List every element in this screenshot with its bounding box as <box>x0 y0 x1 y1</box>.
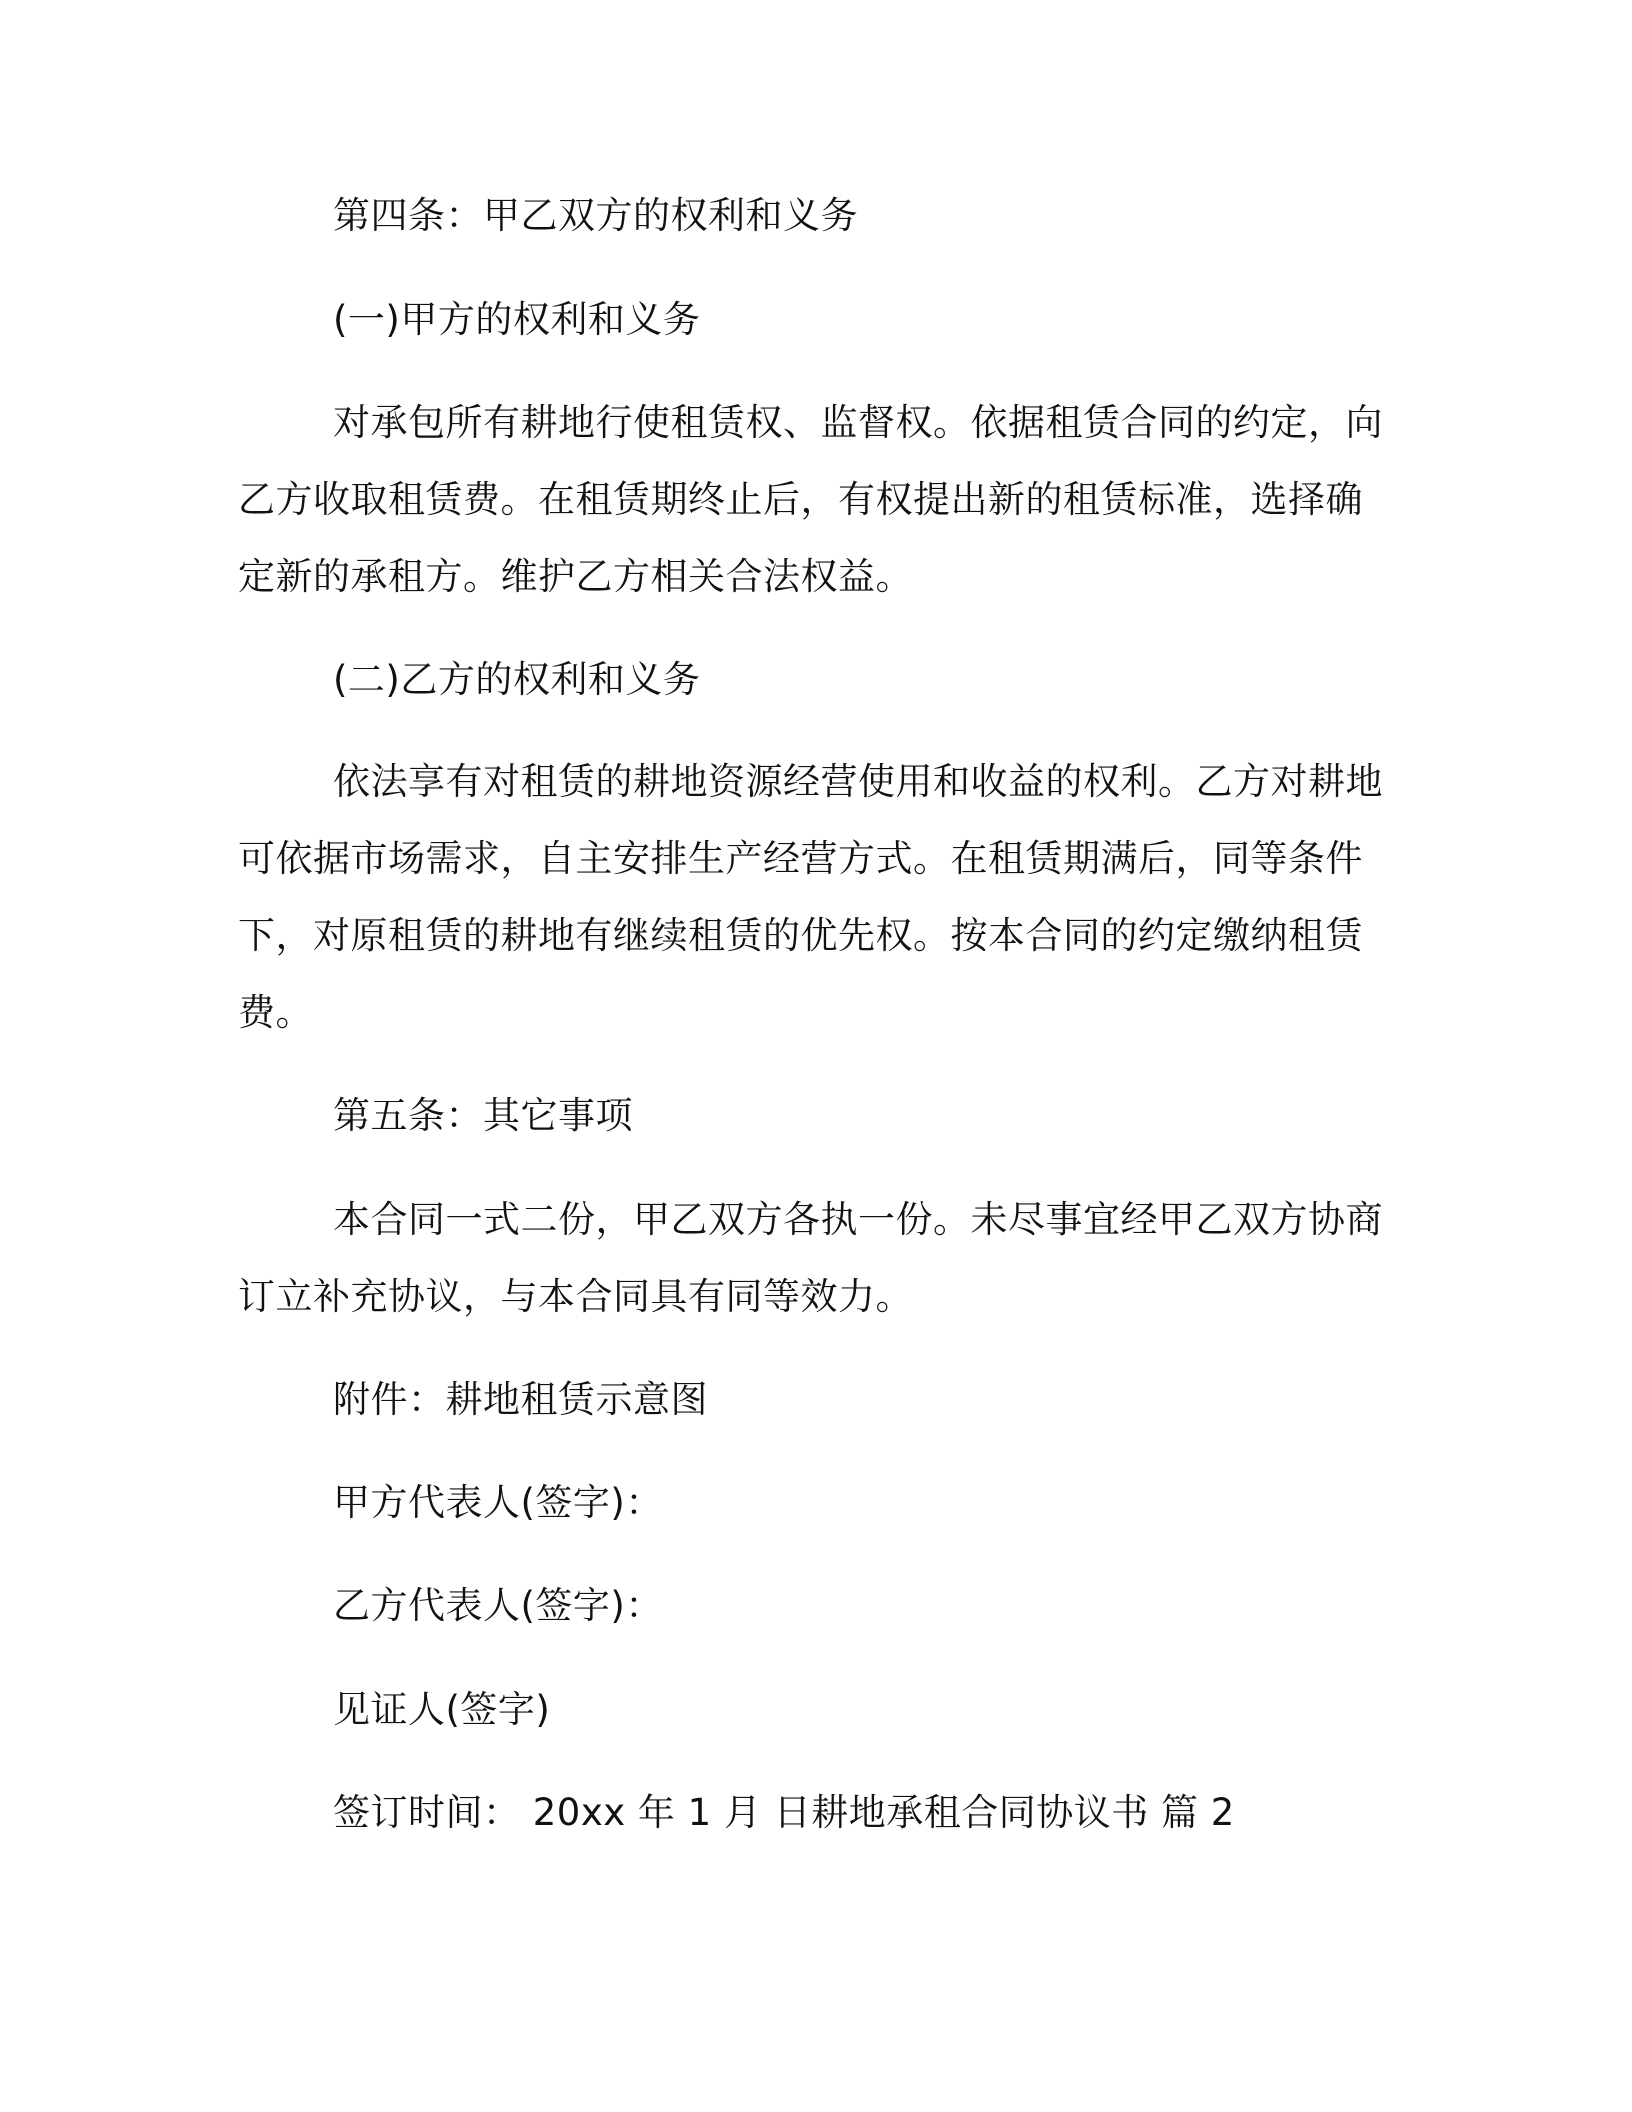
party-b-text-line: 下，对原租赁的耕地有继续租赁的优先权。按本合同的约定缴纳租赁 <box>238 914 1363 957</box>
party-a-signature-line: 甲方代表人(签字)： <box>333 1481 663 1524</box>
party-a-text-line: 定新的承租方。维护乙方相关合法权益。 <box>238 555 913 598</box>
article5-text-line: 本合同一式二份，甲乙双方各执一份。未尽事宜经甲乙双方协商 <box>333 1198 1383 1241</box>
party-b-signature-line: 乙方代表人(签字)： <box>333 1584 663 1627</box>
party-a-text-line: 对承包所有耕地行使租赁权、监督权。依据租赁合同的约定，向 <box>333 401 1383 444</box>
party-a-subheading: (一)甲方的权利和义务 <box>333 298 701 341</box>
signing-date-line: 签订时间： 20xx 年 1 月 日耕地承租合同协议书 篇 2 <box>333 1791 1235 1834</box>
article5-text-line: 订立补充协议，与本合同具有同等效力。 <box>238 1275 913 1318</box>
witness-signature-line: 见证人(签字) <box>333 1688 551 1731</box>
article4-heading: 第四条：甲乙双方的权利和义务 <box>333 194 858 237</box>
party-a-text-line: 乙方收取租赁费。在租赁期终止后，有权提出新的租赁标准，选择确 <box>238 478 1363 521</box>
party-b-subheading: (二)乙方的权利和义务 <box>333 658 701 701</box>
party-b-text-line: 可依据市场需求，自主安排生产经营方式。在租赁期满后，同等条件 <box>238 837 1363 880</box>
party-b-text-line: 依法享有对租赁的耕地资源经营使用和收益的权利。乙方对耕地 <box>333 760 1383 803</box>
party-b-text-line: 费。 <box>238 991 313 1034</box>
attachment-line: 附件：耕地租赁示意图 <box>333 1378 708 1421</box>
article5-heading: 第五条：其它事项 <box>333 1094 633 1137</box>
